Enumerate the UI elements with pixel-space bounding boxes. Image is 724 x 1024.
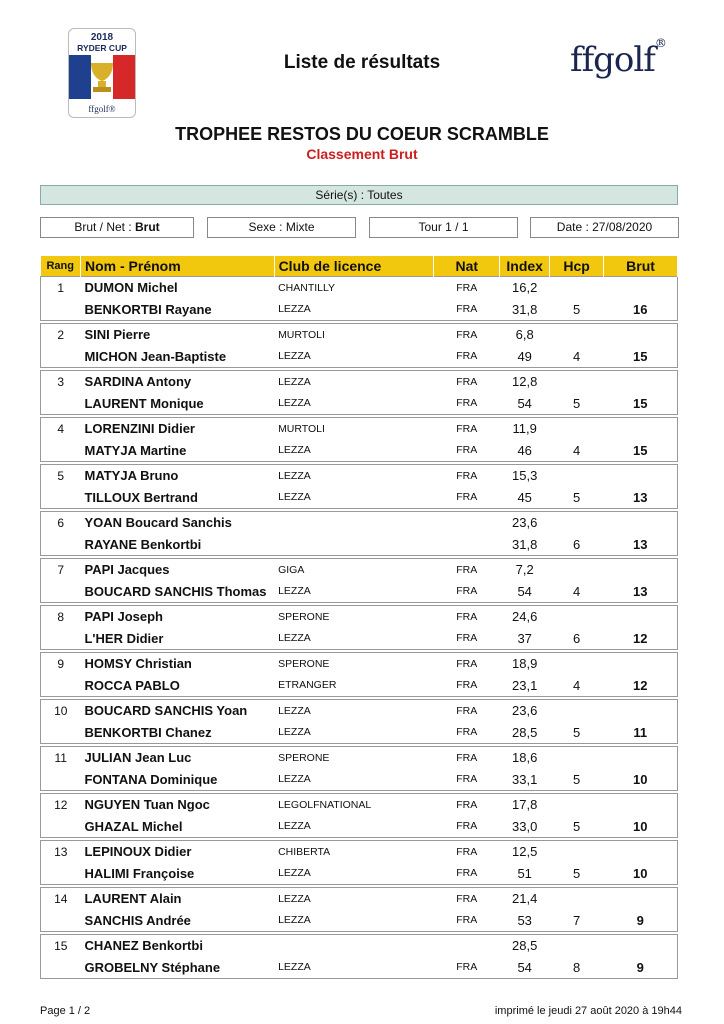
- table-row: [41, 277, 678, 299]
- brut-cell: [604, 794, 678, 816]
- brut-cell: [604, 700, 678, 722]
- nationality-cell: FRA: [434, 487, 500, 509]
- nationality-cell: FRA: [434, 769, 500, 791]
- ffgolf-logo: [570, 36, 666, 80]
- player-name: TILLOUX Bertrand: [80, 487, 274, 509]
- rank-cell: [41, 863, 81, 885]
- table-row: [41, 628, 678, 650]
- table-row: [41, 794, 678, 816]
- table-row: [41, 888, 678, 910]
- player-name: MATYJA Bruno: [80, 465, 274, 487]
- nationality-cell: FRA: [434, 794, 500, 816]
- hcp-cell: 4: [550, 675, 604, 697]
- index-cell: 21,4: [500, 888, 550, 910]
- player-name: LAURENT Alain: [80, 888, 274, 910]
- player-name: LEPINOUX Didier: [80, 841, 274, 863]
- brut-cell: 12: [604, 675, 678, 697]
- nationality-cell: FRA: [434, 653, 500, 675]
- player-name: FONTANA Dominique: [80, 769, 274, 791]
- rank-cell: 15: [41, 935, 81, 957]
- nationality-cell: FRA: [434, 371, 500, 393]
- index-cell: 23,6: [500, 700, 550, 722]
- brut-cell: [604, 418, 678, 440]
- player-name: ROCCA PABLO: [80, 675, 274, 697]
- rank-cell: [41, 628, 81, 650]
- club-cell: LEZZA: [274, 393, 434, 415]
- club-cell: LEZZA: [274, 957, 434, 979]
- page-number: Page 1 / 2: [40, 1005, 91, 1017]
- player-name: GROBELNY Stéphane: [80, 957, 274, 979]
- index-cell: 51: [500, 863, 550, 885]
- results-body: [41, 277, 678, 979]
- club-cell: [274, 534, 434, 556]
- print-date: imprimé le jeudi 27 août 2020 à 19h44: [494, 1005, 682, 1017]
- club-cell: LEZZA: [274, 465, 434, 487]
- club-cell: LEZZA: [274, 371, 434, 393]
- hcp-cell: 5: [550, 863, 604, 885]
- club-cell: LEZZA: [274, 910, 434, 932]
- tour-box: [369, 217, 518, 238]
- hcp-cell: [550, 935, 604, 957]
- rank-cell: [41, 581, 81, 603]
- rank-cell: 8: [41, 606, 81, 628]
- index-cell: 33,0: [500, 816, 550, 838]
- nationality-cell: FRA: [434, 465, 500, 487]
- club-cell: LEZZA: [274, 628, 434, 650]
- table-row: [41, 346, 678, 368]
- club-cell: LEZZA: [274, 863, 434, 885]
- rank-cell: 2: [41, 324, 81, 346]
- club-cell: CHIBERTA: [274, 841, 434, 863]
- nationality-cell: FRA: [434, 324, 500, 346]
- player-name: PAPI Jacques: [80, 559, 274, 581]
- brut-cell: [604, 277, 678, 299]
- rank-cell: 1: [41, 277, 81, 299]
- player-name: CHANEZ Benkortbi: [80, 935, 274, 957]
- table-row: [41, 769, 678, 791]
- rank-cell: [41, 299, 81, 321]
- rank-cell: 6: [41, 512, 81, 534]
- ffgolf-logo-text: ffgolf: [570, 40, 655, 80]
- nationality-cell: FRA: [434, 393, 500, 415]
- brut-cell: [604, 559, 678, 581]
- hcp-cell: 4: [550, 581, 604, 603]
- nationality-cell: FRA: [434, 675, 500, 697]
- player-name: LAURENT Monique: [80, 393, 274, 415]
- index-cell: 49: [500, 346, 550, 368]
- hcp-cell: [550, 888, 604, 910]
- trophy-flag-icon: [69, 55, 135, 99]
- hcp-cell: [550, 418, 604, 440]
- brut-net-value: Brut: [135, 220, 160, 234]
- nationality-cell: FRA: [434, 628, 500, 650]
- nationality-cell: FRA: [434, 910, 500, 932]
- club-cell: LEZZA: [274, 299, 434, 321]
- rank-cell: 10: [41, 700, 81, 722]
- player-name: HALIMI Françoise: [80, 863, 274, 885]
- rank-cell: [41, 816, 81, 838]
- player-name: BOUCARD SANCHIS Thomas: [80, 581, 274, 603]
- nationality-cell: FRA: [434, 346, 500, 368]
- table-row: [41, 700, 678, 722]
- nationality-cell: FRA: [434, 581, 500, 603]
- club-cell: MURTOLI: [274, 324, 434, 346]
- competition-title: TROPHEE RESTOS DU COEUR SCRAMBLE: [175, 124, 549, 144]
- index-cell: 18,9: [500, 653, 550, 675]
- table-row: [41, 935, 678, 957]
- ryder-cup-logo: [68, 28, 136, 118]
- brut-cell: 15: [604, 346, 678, 368]
- rank-cell: [41, 487, 81, 509]
- player-name: JULIAN Jean Luc: [80, 747, 274, 769]
- brut-cell: 13: [604, 581, 678, 603]
- header-rang: Rang: [41, 256, 81, 277]
- player-name: SARDINA Antony: [80, 371, 274, 393]
- club-cell: GIGA: [274, 559, 434, 581]
- index-cell: 31,8: [500, 299, 550, 321]
- rank-cell: [41, 769, 81, 791]
- player-name: MICHON Jean-Baptiste: [80, 346, 274, 368]
- hcp-cell: [550, 371, 604, 393]
- brut-cell: 15: [604, 440, 678, 462]
- player-name: BOUCARD SANCHIS Yoan: [80, 700, 274, 722]
- brut-cell: [604, 841, 678, 863]
- nationality-cell: FRA: [434, 299, 500, 321]
- hcp-cell: [550, 324, 604, 346]
- table-row: [41, 606, 678, 628]
- player-name: DUMON Michel: [80, 277, 274, 299]
- hcp-cell: [550, 653, 604, 675]
- nationality-cell: FRA: [434, 863, 500, 885]
- rank-cell: 4: [41, 418, 81, 440]
- nationality-cell: FRA: [434, 440, 500, 462]
- hcp-cell: [550, 559, 604, 581]
- brut-cell: [604, 747, 678, 769]
- brut-net-box: [40, 217, 194, 238]
- nationality-cell: FRA: [434, 418, 500, 440]
- table-row: [41, 371, 678, 393]
- brut-cell: [604, 653, 678, 675]
- hcp-cell: [550, 277, 604, 299]
- brut-cell: 10: [604, 816, 678, 838]
- table-row: [41, 440, 678, 462]
- hcp-cell: 4: [550, 346, 604, 368]
- rank-cell: [41, 534, 81, 556]
- nationality-cell: [434, 512, 500, 534]
- player-name: BENKORTBI Rayane: [80, 299, 274, 321]
- index-cell: 17,8: [500, 794, 550, 816]
- table-row: [41, 487, 678, 509]
- club-cell: CHANTILLY: [274, 277, 434, 299]
- club-cell: LEZZA: [274, 888, 434, 910]
- brut-cell: 10: [604, 769, 678, 791]
- club-cell: [274, 512, 434, 534]
- rank-cell: 9: [41, 653, 81, 675]
- rank-cell: 12: [41, 794, 81, 816]
- index-cell: 54: [500, 581, 550, 603]
- hcp-cell: 5: [550, 722, 604, 744]
- player-name: NGUYEN Tuan Ngoc: [80, 794, 274, 816]
- hcp-cell: [550, 606, 604, 628]
- player-name: RAYANE Benkortbi: [80, 534, 274, 556]
- header-nom: Nom - Prénom: [80, 256, 274, 277]
- club-cell: MURTOLI: [274, 418, 434, 440]
- club-cell: LEZZA: [274, 487, 434, 509]
- hcp-cell: 5: [550, 299, 604, 321]
- hcp-cell: 5: [550, 816, 604, 838]
- player-name: LORENZINI Didier: [80, 418, 274, 440]
- rank-cell: [41, 393, 81, 415]
- header-nat: Nat: [434, 256, 500, 277]
- rank-cell: 11: [41, 747, 81, 769]
- sexe-label: Sexe :: [248, 220, 283, 234]
- header-brut: Brut: [604, 256, 678, 277]
- table-row: [41, 722, 678, 744]
- series-banner: Série(s) : Toutes: [40, 185, 678, 205]
- index-cell: 7,2: [500, 559, 550, 581]
- logo-org: ffgolf®: [88, 104, 116, 114]
- table-row: [41, 299, 678, 321]
- player-name: BENKORTBI Chanez: [80, 722, 274, 744]
- index-cell: 16,2: [500, 277, 550, 299]
- index-cell: 37: [500, 628, 550, 650]
- rank-cell: 3: [41, 371, 81, 393]
- nationality-cell: FRA: [434, 606, 500, 628]
- hcp-cell: [550, 794, 604, 816]
- club-cell: LEZZA: [274, 700, 434, 722]
- hcp-cell: 8: [550, 957, 604, 979]
- nationality-cell: FRA: [434, 841, 500, 863]
- index-cell: 11,9: [500, 418, 550, 440]
- brut-cell: 12: [604, 628, 678, 650]
- index-cell: 12,8: [500, 371, 550, 393]
- club-cell: SPERONE: [274, 606, 434, 628]
- rank-cell: [41, 440, 81, 462]
- hcp-cell: 6: [550, 628, 604, 650]
- brut-cell: [604, 606, 678, 628]
- brut-cell: [604, 465, 678, 487]
- table-row: [41, 559, 678, 581]
- results-table: [40, 256, 678, 979]
- hcp-cell: 4: [550, 440, 604, 462]
- rank-cell: 14: [41, 888, 81, 910]
- table-row: [41, 418, 678, 440]
- player-name: SINI Pierre: [80, 324, 274, 346]
- club-cell: ETRANGER: [274, 675, 434, 697]
- index-cell: 45: [500, 487, 550, 509]
- player-name: L'HER Didier: [80, 628, 274, 650]
- club-cell: LEZZA: [274, 346, 434, 368]
- club-cell: LEZZA: [274, 722, 434, 744]
- player-name: PAPI Joseph: [80, 606, 274, 628]
- nationality-cell: [434, 935, 500, 957]
- table-row: [41, 581, 678, 603]
- club-cell: LEZZA: [274, 581, 434, 603]
- table-row: [41, 465, 678, 487]
- logo-year: 2018: [90, 32, 114, 43]
- nationality-cell: FRA: [434, 888, 500, 910]
- index-cell: 23,6: [500, 512, 550, 534]
- table-row: [41, 653, 678, 675]
- club-cell: LEGOLFNATIONAL: [274, 794, 434, 816]
- index-cell: 46: [500, 440, 550, 462]
- header-index: Index: [500, 256, 550, 277]
- rank-cell: 13: [41, 841, 81, 863]
- brut-net-label: Brut / Net :: [74, 220, 132, 234]
- club-cell: LEZZA: [274, 816, 434, 838]
- hcp-cell: 5: [550, 769, 604, 791]
- club-cell: LEZZA: [274, 440, 434, 462]
- brut-cell: 11: [604, 722, 678, 744]
- brut-cell: [604, 935, 678, 957]
- brut-cell: 13: [604, 487, 678, 509]
- hcp-cell: [550, 512, 604, 534]
- table-row: [41, 747, 678, 769]
- rank-cell: [41, 957, 81, 979]
- index-cell: 28,5: [500, 722, 550, 744]
- hcp-cell: [550, 747, 604, 769]
- player-name: HOMSY Christian: [80, 653, 274, 675]
- table-row: [41, 816, 678, 838]
- player-name: YOAN Boucard Sanchis: [80, 512, 274, 534]
- nationality-cell: FRA: [434, 277, 500, 299]
- brut-cell: [604, 888, 678, 910]
- brut-cell: 10: [604, 863, 678, 885]
- index-cell: 15,3: [500, 465, 550, 487]
- hcp-cell: [550, 465, 604, 487]
- date-box: [530, 217, 679, 238]
- table-row: [41, 393, 678, 415]
- logo-name: RYDER CUP: [77, 43, 127, 53]
- table-row: [41, 910, 678, 932]
- club-cell: [274, 935, 434, 957]
- nationality-cell: FRA: [434, 957, 500, 979]
- player-name: MATYJA Martine: [80, 440, 274, 462]
- hcp-cell: 7: [550, 910, 604, 932]
- rank-cell: [41, 722, 81, 744]
- index-cell: 54: [500, 957, 550, 979]
- brut-cell: [604, 512, 678, 534]
- hcp-cell: 5: [550, 487, 604, 509]
- player-name: GHAZAL Michel: [80, 816, 274, 838]
- header-hcp: Hcp: [550, 256, 604, 277]
- brut-cell: [604, 324, 678, 346]
- club-cell: SPERONE: [274, 747, 434, 769]
- nationality-cell: [434, 534, 500, 556]
- hcp-cell: 5: [550, 393, 604, 415]
- rank-cell: 5: [41, 465, 81, 487]
- index-cell: 54: [500, 393, 550, 415]
- registered-mark: ®: [654, 36, 666, 50]
- table-row: [41, 675, 678, 697]
- table-row: [41, 957, 678, 979]
- rank-cell: [41, 910, 81, 932]
- competition-subtitle: Classement Brut: [306, 146, 418, 162]
- nationality-cell: FRA: [434, 559, 500, 581]
- page-title: Liste de résultats: [283, 52, 441, 73]
- index-cell: 18,6: [500, 747, 550, 769]
- brut-cell: 9: [604, 957, 678, 979]
- rank-cell: [41, 675, 81, 697]
- brut-cell: 13: [604, 534, 678, 556]
- table-row: [41, 863, 678, 885]
- brut-cell: [604, 371, 678, 393]
- index-cell: 28,5: [500, 935, 550, 957]
- index-cell: 24,6: [500, 606, 550, 628]
- nationality-cell: FRA: [434, 747, 500, 769]
- hcp-cell: [550, 700, 604, 722]
- index-cell: 33,1: [500, 769, 550, 791]
- player-name: SANCHIS Andrée: [80, 910, 274, 932]
- sexe-value: Mixte: [285, 220, 315, 234]
- date-value: Date : 27/08/2020: [556, 220, 653, 234]
- index-cell: 12,5: [500, 841, 550, 863]
- index-cell: 6,8: [500, 324, 550, 346]
- nationality-cell: FRA: [434, 816, 500, 838]
- rank-cell: [41, 346, 81, 368]
- tour-value: Tour 1 / 1: [418, 220, 469, 234]
- brut-cell: 16: [604, 299, 678, 321]
- table-row: [41, 324, 678, 346]
- sexe-box: [207, 217, 356, 238]
- rank-cell: 7: [41, 559, 81, 581]
- table-row: [41, 512, 678, 534]
- nationality-cell: FRA: [434, 722, 500, 744]
- index-cell: 23,1: [500, 675, 550, 697]
- table-row: [41, 841, 678, 863]
- nationality-cell: FRA: [434, 700, 500, 722]
- hcp-cell: 6: [550, 534, 604, 556]
- index-cell: 31,8: [500, 534, 550, 556]
- brut-cell: 9: [604, 910, 678, 932]
- table-row: [41, 534, 678, 556]
- hcp-cell: [550, 841, 604, 863]
- index-cell: 53: [500, 910, 550, 932]
- club-cell: SPERONE: [274, 653, 434, 675]
- header-club: Club de licence: [274, 256, 434, 277]
- brut-cell: 15: [604, 393, 678, 415]
- table-header-row: [41, 256, 678, 277]
- club-cell: LEZZA: [274, 769, 434, 791]
